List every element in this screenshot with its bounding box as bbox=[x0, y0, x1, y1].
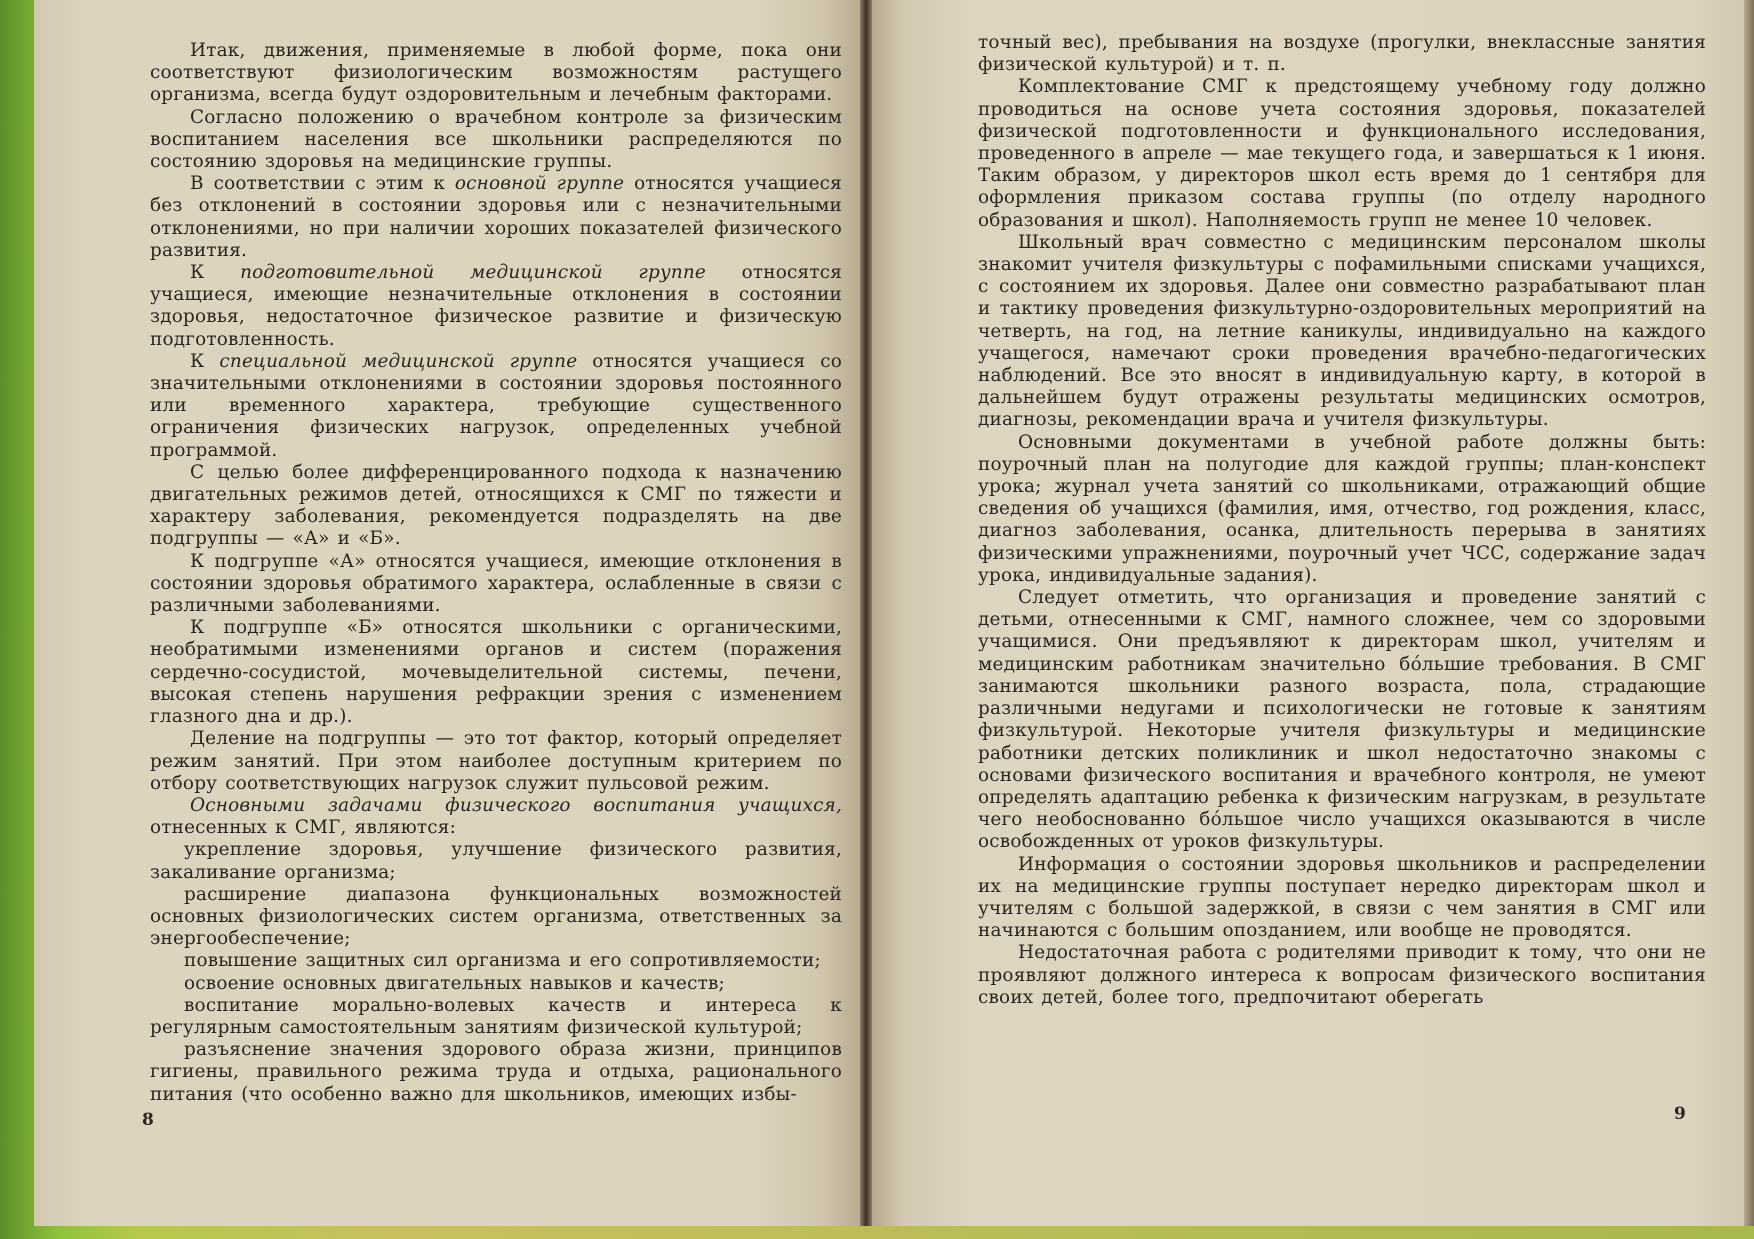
list-item: повышение защитных сил организма и его сопротивляемости; bbox=[184, 950, 821, 972]
paragraph: Основными документами в учебной работе должны быть: поурочный план на полугодие для каждой группы; план-конспект урока; журнал учета занятий со школьниками, отражающий общие сведения об учащихся (фамилия, имя, отчество, год рождения, класс, диагноз заболевания, осанка, длительность перерыва в занятиях физическими упражнениями, поурочный учет ЧСС, содержание задач урока, индивидуальные задания). bbox=[978, 431, 1706, 586]
paragraph: Комплектование СМГ к предстоящему учебному году должно проводиться на основе учета состояния здоровья, показателей физической подготовленности и функционального исследования, проведенного в апреле — мае текущего года, и завершаться к 1 июня. Таким образом, у директоров школ есть время до 1 сентября для оформления приказом состава группы (по отделу народного образования и школ). Наполняемость групп не менее 10 человек. bbox=[978, 76, 1706, 231]
list-item: разъяснение значения здорового образа жизни, принципов гигиены, правильного режима труда и отдыха, рационального питания (что особенно важно для школьников, имеющих избы- bbox=[150, 1039, 842, 1105]
paragraph-tasks-heading: Основными задачами физического воспитания учащихся, отнесенных к СМГ, являются: bbox=[150, 794, 842, 839]
paragraph: Следует отметить, что организация и проведение занятий с детьми, отнесенными к СМГ, намного сложнее, чем со здоровыми учащимися. Они предъявляют к директорам школ, учителям и медицинским работникам значительно бо́льшие требования. В СМГ занимаются школьники разного возраста, пола, страдающие различными недугами и психологически не готовые к занятиям физкультурой. Некоторые учителя физкультуры и медицинские работники детских поликлиник и школ недостаточно знакомы с основами физического воспитания и врачебного контроля, не умеют определять адаптацию ребенка к физическим нагрузкам, в результате чего необоснованно бо́льшое число учащихся оказываются в числе освобожденных от уроков физкультуры. bbox=[978, 587, 1706, 853]
emphasis-phrase: основной группе bbox=[454, 173, 625, 195]
paragraph: Деление на подгруппы — это тот фактор, который определяет режим занятий. При этом наиболее доступным критерием по отбору соответствующих нагрузок служит пульсовой режим. bbox=[150, 728, 842, 794]
right-page-text bbox=[978, 32, 1706, 1009]
paragraph: Согласно положению о врачебном контроле за физическим воспитанием населения все школьники распределяются по состоянию здоровья на медицинские группы. bbox=[150, 106, 842, 173]
book-gutter bbox=[860, 0, 872, 1226]
paragraph: Школьный врач совместно с медицинским персоналом школы знакомит учителя физкультуры с пофамильными списками учащихся, с состоянием их здоровья. Далее они совместно разрабатывают план и тактику проведения физкультурно-оздоровительных мероприятий на четверть, на год, на летние каникулы, индивидуально на каждого учащегося, намечают сроки проведения врачебно-педагогических наблюдений. Все это вносят в индивидуальную карту, в которой в дальнейшем будут отражены результаты медицинских осмотров, диагнозы, рекомендации врача и учителя физкультуры. bbox=[978, 231, 1706, 431]
paragraph: точный вес), пребывания на воздухе (прогулки, внеклассные занятия физической культурой) и т. п. bbox=[978, 32, 1706, 76]
page-number-right: 9 bbox=[1674, 1104, 1686, 1124]
left-page bbox=[34, 0, 860, 1226]
paragraph: Информация о состоянии здоровья школьников и распределении их на медицинские группы поступает нередко директорам школ и учителям с большой задержкой, в связи с чем занятия в СМГ или начинаются с большим опозданием, или вообще не проводятся. bbox=[978, 853, 1706, 942]
paragraph-main-group: В соответствии с этим к основной группе относятся учащиеся без отклонений в состоянии здоровья или с незначительными отклонениями, но при наличии хороших показателей физического развития. bbox=[150, 173, 842, 261]
paragraph-special-group: К специальной медицинской группе относятся учащиеся со значительными отклонениями в состоянии здоровья постоянного или временного характера, требующие существенного ограничения физических нагрузок, определенных учебной программой. bbox=[150, 350, 843, 461]
paragraph: Недостаточная работа с родителями приводит к тому, что они не проявляют должного интереса к вопросам физического воспитания своих детей, более того, предпочитают оберегать bbox=[978, 942, 1706, 1008]
page-number-left: 8 bbox=[142, 1110, 154, 1130]
page-edge bbox=[1744, 0, 1754, 1226]
list-item: расширение диапазона функциональных возможностей основных физиологических систем организма, ответственных за энергообеспечение; bbox=[150, 883, 842, 950]
left-page-text bbox=[150, 40, 842, 1106]
emphasis-phrase: Основными задачами физического воспитания учащихся, bbox=[190, 794, 842, 816]
open-book bbox=[34, 0, 1754, 1226]
paragraph: К подгруппе «А» относятся учащиеся, имеющие отклонения в состоянии здоровья обратимого характера, ослабленные в связи с различными заболеваниями. bbox=[150, 550, 842, 617]
paragraph: С целью более дифференцированного подхода к назначению двигательных режимов детей, относящихся к СМГ по тяжести и характеру заболевания, рекомендуется подразделять на две подгруппы — «А» и «Б». bbox=[150, 461, 842, 550]
list-item: освоение основных двигательных навыков и качеств; bbox=[184, 972, 725, 994]
paragraph: К подгруппе «Б» относятся школьники с органическими, необратимыми изменениями органов и систем (поражения сердечно-сосудистой, мочевыделительной системы, печени, высокая степень нарушения рефракции зрения с изменением глазного дна и др.). bbox=[150, 617, 842, 728]
paragraph: Итак, движения, применяемые в любой форме, пока они соответствуют физиологическим возможностям растущего организма, всегда будут оздоровительным и лечебным факторами. bbox=[150, 40, 842, 106]
emphasis-phrase: подготовительной медицинской группе bbox=[240, 262, 706, 284]
list-item: воспитание морально-волевых качеств и интереса к регулярным самостоятельным занятиям физической культурой; bbox=[150, 994, 842, 1038]
right-page bbox=[872, 0, 1754, 1226]
list-item: укрепление здоровья, улучшение физического развития, закаливание организма; bbox=[150, 839, 842, 883]
paragraph-prep-group: К подготовительной медицинской группе относятся учащиеся, имеющие незначительные отклонения в состоянии здоровья, недостаточное физическое развитие и физическую подготовленность. bbox=[150, 262, 843, 350]
emphasis-phrase: специальной медицинской группе bbox=[219, 350, 578, 372]
